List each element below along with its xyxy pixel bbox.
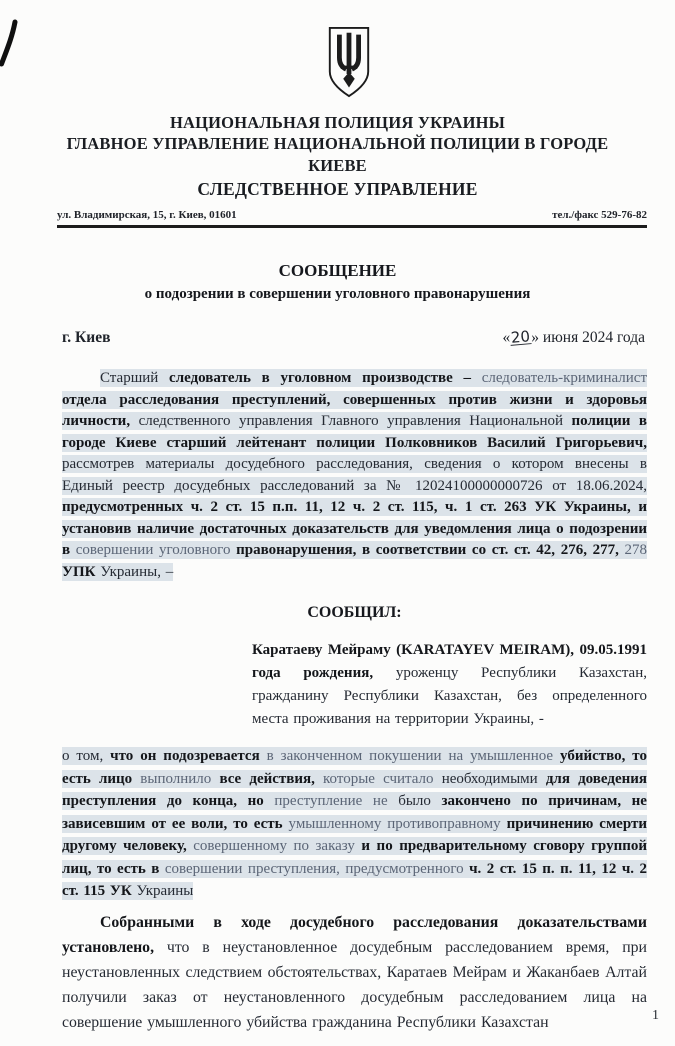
quote-open: « [502, 329, 511, 346]
paragraph-suspicion [62, 745, 647, 903]
paragraph-investigator [62, 368, 647, 583]
page-number: 1 [652, 1008, 659, 1023]
date-rest: » июня 2024 года [531, 329, 645, 346]
document-body [62, 368, 647, 1035]
scan-artifact-mark [0, 16, 20, 76]
highlighted-text: Старший следователь в уголовном производстве – следователь-криминалист отдела расследования преступлений, совершенных против жизни и здоровья личности, следственного управления Главного управления Национальной полиции в городе Киеве старший лейтенант полиции Полковников Василий Григорьевич, рассмотрев материалы досудебного расследования, сведения о котором внесены в Единый реестр досудебных расследований за № 12024100000000726 от 18.06.2024, предусмотренных ч. 2 ст. 15 п.п. 11, 12 ч. 2 ст. 115, ч. 1 ст. 263 УК Украины, и установив наличие достаточных доказательств для уведомления лица о подозрении в совершении уголовного правонарушения, в соответствии со ст. ст. 42, 276, 277, 278 УПК Украины, – [62, 370, 648, 580]
notified-heading: СООБЩИЛ: [307, 604, 402, 621]
letterhead-rule [57, 209, 647, 228]
address-text: ул. Владимирская, 15, г. Киев, 01601 [57, 209, 237, 221]
highlighted-text: о том, что он подозревается в законченном покушении на умышленное убийство, то есть лицо выполнило все действия, которые считало необходимыми для доведения преступления до конца, но преступление не было закончено по причинам, не зависевшим от ее воли, то есть умышленному противоправному причинению смерти другому человеку, совершенному по заказу и по предварительному сговору группой лиц, то есть в совершении преступления, предусмотренного ч. 2 ст. 15 п. п. 11, 12 ч. 2 ст. 115 УК Украины [62, 748, 648, 899]
document-title: СООБЩЕНИЕ [278, 261, 397, 280]
org-name-line-1: НАЦИОНАЛЬНАЯ ПОЛИЦИЯ УКРАИНЫ [169, 113, 506, 132]
handwritten-day: 20 [510, 327, 531, 347]
paragraph-evidence: Собранными в ходе досудебного расследования доказательствами установлено, что в неустановленное досудебным расследованием время, при неустановленных следствием обстоятельствах, Каратаев Мейрам и Жаканбаев Алтай получили заказ от неустановленного досудебным расследованием лица на совершение умышленного убийства гражданина Республики Казахстан [62, 913, 648, 1031]
phone-fax-text: тел./факс 529-76-82 [552, 209, 647, 221]
org-name-line-4: СЛЕДСТВЕННОЕ УПРАВЛЕНИЕ [197, 179, 478, 199]
document-subtitle: о подозрении в совершении уголовного правонарушения [144, 286, 531, 302]
date-value [502, 329, 645, 347]
place-date-row [62, 329, 645, 347]
city-label: г. Киев [62, 329, 111, 346]
org-name-line-2: ГЛАВНОЕ УПРАВЛЕНИЕ НАЦИОНАЛЬНОЙ ПОЛИЦИИ В ГОРОДЕ [66, 134, 609, 153]
org-name-line-3: КИЕВЕ [308, 156, 367, 175]
trident-icon [325, 24, 373, 100]
ukraine-trident-emblem [325, 24, 373, 100]
paragraph-addressee: Каратаеву Мейраму (KARATAYEV MEIRAM), 09.05.1991 года рождения, уроженцу Республики Казахстан, гражданину Республики Казахстан, без определенного места проживания на территории Украины, - [252, 642, 647, 727]
